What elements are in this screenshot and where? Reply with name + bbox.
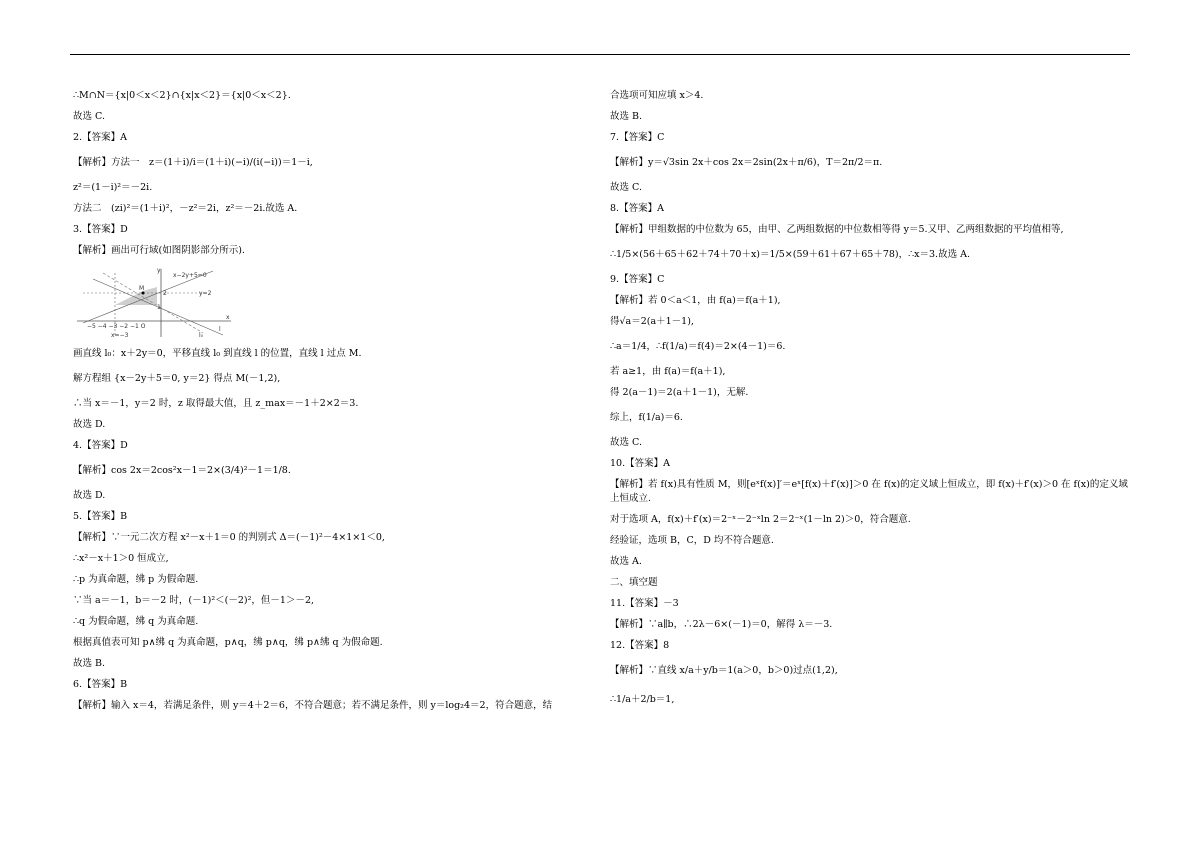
text-line: ∴x²－x＋1＞0 恒成立, [73, 553, 169, 564]
text-line: ∴p 为真命题，绋 p 为假命题. [73, 574, 199, 585]
answer-heading: 5.【答案】B [73, 511, 128, 522]
text-line: ∴q 为假命题，绋 q 为真命题. [73, 616, 199, 627]
text-line: ∴当 x＝－1，y＝2 时，z 取得最大值，且 z_max＝－1＋2×2＝3. [73, 398, 359, 409]
text-line: 故选 C. [73, 111, 105, 122]
right-column [610, 89, 1135, 718]
text-line: 【解析】cos 2x＝2cos²x－1＝2×(3/4)²－1＝1/8. [73, 465, 291, 476]
text-line: 故选 D. [73, 419, 106, 430]
text-line: ∴1/5×(56＋65＋62＋74＋70＋x)＝1/5×(59＋61＋67＋65＋78)，∴x＝3.故选 A. [610, 249, 970, 260]
text-line: 若 a≥1，由 f(a)＝f(a＋1), [610, 366, 726, 377]
text-line: 【解析】∵一元二次方程 x²－x＋1＝0 的判别式 Δ＝(－1)²－4×1×1＜0, [73, 532, 385, 543]
text-line: 故选 C. [610, 182, 642, 193]
text-line: 画直线 l₀：x＋2y＝0，平移直线 l₀ 到直线 l 的位置，直线 l 过点 M. [73, 348, 362, 359]
answer-heading: 2.【答案】A [73, 132, 127, 143]
answer-heading: 12.【答案】8 [610, 640, 670, 651]
left-column [73, 89, 593, 720]
text-line: 【解析】若 f(x)具有性质 M，则[eˣf(x)]′＝eˣ[f(x)＋f′(x)]＞0 在 f(x)的定义域上恒成立，即 f(x)＋f′(x)＞0 在 f(x)的定义域上恒成立. [610, 479, 1128, 504]
text-line: 解方程组 {x－2y＋5＝0, y＝2} 得点 M(－1,2), [73, 373, 281, 384]
text-line: 对于选项 A，f(x)＋f′(x)＝2⁻ˣ－2⁻ˣln 2＝2⁻ˣ(1－ln 2)＞0，符合题意. [610, 514, 911, 525]
text-line: 故选 B. [610, 111, 643, 122]
label-l0: l₀ [199, 332, 204, 339]
text-line: 得 2(a－1)＝2(a＋1－1)，无解. [610, 387, 749, 398]
text-line: 【解析】若 0＜a＜1，由 f(a)＝f(a＋1), [610, 295, 781, 306]
text-line: 方法二 (zi)²＝(1＋i)²，－z²＝2i，z²＝－2i.故选 A. [73, 203, 298, 214]
text-line: 合选项可知应填 x＞4. [610, 90, 704, 101]
text-line: ∴M∩N＝{x|0＜x＜2}∩{x|x＜2}＝{x|0＜x＜2}. [73, 90, 291, 101]
answer-heading: 3.【答案】D [73, 224, 128, 235]
text-line: 得√a＝2(a＋1－1), [610, 316, 694, 327]
text-line: 故选 B. [73, 658, 106, 669]
feasible-region-figure [73, 265, 233, 339]
text-line: z²＝(1－i)²＝－2i. [73, 182, 153, 193]
text-line: 故选 A. [610, 556, 642, 567]
text-line: 【解析】甲组数据的中位数为 65，由甲、乙两组数据的中位数相等得 y＝5.又甲、乙两组数据的平均值相等, [610, 224, 1064, 235]
text-line: 【解析】画出可行域(如图阴影部分所示). [73, 245, 245, 256]
label-x-axis: x [226, 314, 230, 321]
x-tick-labels: −5 −4 −3 −2 −1 O [87, 323, 146, 330]
text-line: 【解析】∵a∥b，∴2λ－6×(－1)＝0，解得 λ＝－3. [610, 619, 833, 630]
text-line: ∵当 a＝－1，b＝－2 时，(－1)²＜(－2)²，但－1＞－2, [73, 595, 315, 606]
answer-heading: 6.【答案】B [73, 679, 128, 690]
label-line1: x−2y+5=0 [173, 272, 207, 279]
label-vline: x=−3 [111, 332, 129, 339]
text-line: 故选 D. [73, 490, 106, 501]
tick-label-2: 2 [163, 290, 167, 297]
label-point-m: M [139, 285, 145, 292]
header-rule [70, 54, 1130, 55]
answer-heading: 7.【答案】C [610, 132, 665, 143]
section-heading: 二、填空题 [610, 577, 658, 588]
text-line: 经验证，选项 B，C，D 均不符合题意. [610, 535, 774, 546]
label-line2: y=2 [199, 290, 212, 297]
answer-heading: 11.【答案】－3 [610, 598, 679, 609]
text-line: 【解析】输入 x＝4，若满足条件，则 y＝4＋2＝6，不符合题意；若不满足条件，则 y＝log₂4＝2，符合题意，结 [73, 700, 553, 711]
text-line: ∴1/a＋2/b＝1, [610, 694, 675, 705]
text-line: ∴a＝1/4，∴f(1/a)＝f(4)＝2×(4－1)＝6. [610, 341, 786, 352]
answer-heading: 10.【答案】A [610, 458, 670, 469]
answer-heading: 4.【答案】D [73, 440, 128, 451]
text-line: 故选 C. [610, 437, 642, 448]
label-y-axis: y [157, 267, 161, 274]
text-line: 【解析】∵直线 x/a＋y/b＝1(a＞0，b＞0)过点(1,2), [610, 665, 838, 676]
text-line: 【解析】y＝√3sin 2x＋cos 2x＝2sin(2x＋π/6)，T＝2π/2＝π. [610, 157, 883, 168]
text-line: 综上，f(1/a)＝6. [610, 412, 683, 423]
text-line: 根据真值表可知 p∧绋 q 为真命题，p∧q，绋 p∧q，绋 p∧绋 q 为假命题. [73, 637, 383, 648]
answer-heading: 8.【答案】A [610, 203, 664, 214]
label-l: l [219, 326, 221, 333]
answer-heading: 9.【答案】C [610, 274, 665, 285]
text-line: 【解析】方法一 z＝(1＋i)/i＝(1＋i)(−i)/(i(−i))＝1－i, [73, 157, 313, 168]
tick-label-1: 1 [157, 304, 161, 311]
